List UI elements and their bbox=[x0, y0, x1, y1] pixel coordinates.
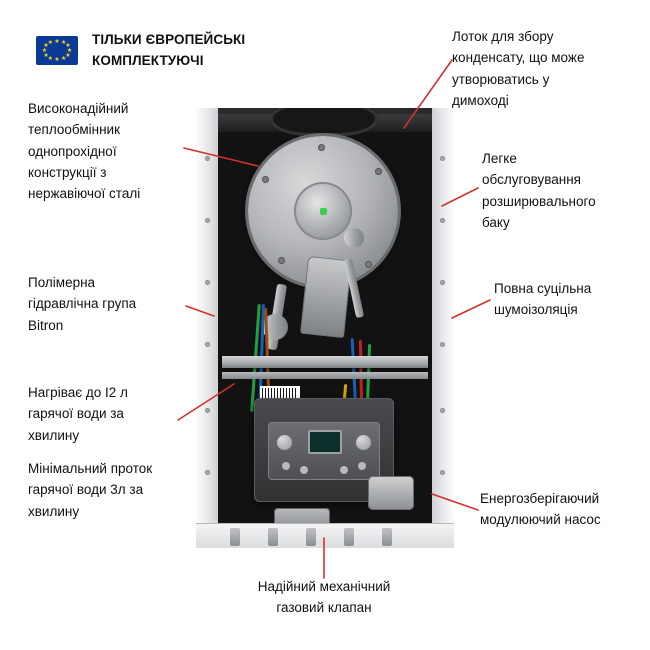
pipe-connector bbox=[306, 528, 316, 546]
modulating-pump-part bbox=[368, 476, 414, 510]
boiler-illustration bbox=[196, 108, 454, 548]
control-knob bbox=[276, 434, 293, 451]
leader-sound-insulation bbox=[452, 300, 490, 318]
panel-screw bbox=[440, 218, 445, 223]
flue-outlet bbox=[270, 108, 378, 136]
callout-hydraulic-group bbox=[28, 272, 193, 336]
callout-line: Високонадійний bbox=[28, 101, 129, 116]
eu-components-badge bbox=[36, 30, 245, 72]
callout-line: модулюючий насос bbox=[480, 512, 601, 528]
callout-line: хвилину bbox=[28, 503, 80, 519]
eu-badge-line-2: КОМПЛЕКТУЮЧІ bbox=[92, 52, 204, 68]
boiler-interior bbox=[218, 108, 432, 548]
control-button bbox=[300, 466, 308, 474]
callout-line: Bitron bbox=[28, 317, 64, 333]
callout-line: нержавіючої сталі bbox=[28, 186, 141, 202]
callout-line: шумоізоляція bbox=[494, 302, 578, 318]
panel-screw bbox=[440, 342, 445, 347]
display-screen bbox=[308, 430, 342, 454]
control-button bbox=[282, 462, 290, 470]
callout-line: Нагріває до I2 л bbox=[28, 385, 128, 400]
callout-modulating-pump bbox=[480, 488, 650, 531]
panel-screw bbox=[440, 280, 445, 285]
panel-screw bbox=[205, 342, 210, 347]
control-knob bbox=[355, 434, 372, 451]
callout-line: хвилину bbox=[28, 427, 80, 443]
callout-line: Надійний механічний bbox=[257, 579, 391, 594]
callout-line: утворюватись у bbox=[452, 71, 550, 87]
panel-screw bbox=[205, 218, 210, 223]
callout-condensate-tray bbox=[452, 26, 642, 111]
panel-screw bbox=[205, 408, 210, 413]
callout-line: гарячої води 3л за bbox=[28, 482, 144, 498]
callout-line: конденсату, що може bbox=[452, 50, 585, 66]
pipe-connector bbox=[230, 528, 240, 546]
callout-line: Повна суцільна bbox=[494, 281, 592, 296]
callout-line: Легке bbox=[482, 151, 517, 166]
burner-outlet-duct bbox=[300, 256, 352, 338]
panel-screw bbox=[440, 470, 445, 475]
panel-screw bbox=[440, 408, 445, 413]
fan-hub bbox=[294, 182, 352, 240]
callout-line: димоході bbox=[452, 92, 509, 108]
control-panel-face bbox=[268, 422, 380, 480]
callout-expansion-vessel bbox=[482, 148, 642, 233]
callout-sound-insulation bbox=[494, 278, 644, 321]
callout-line: Полімерна bbox=[28, 275, 96, 290]
bottom-connection-panel bbox=[196, 523, 454, 548]
control-button bbox=[340, 466, 348, 474]
callout-gas-valve bbox=[184, 576, 464, 619]
callout-line: гідравлічна група bbox=[28, 296, 137, 312]
panel-screw bbox=[205, 156, 210, 161]
callout-line: обслуговування bbox=[482, 172, 581, 188]
pipe-connector bbox=[344, 528, 354, 546]
panel-screw bbox=[205, 280, 210, 285]
callout-heat-exchanger bbox=[28, 98, 188, 205]
callout-line: Енергозберігаючий bbox=[480, 491, 600, 506]
callout-line: розширювального bbox=[482, 193, 596, 209]
callout-line: Мінімальний проток bbox=[28, 461, 153, 476]
callout-minimum-flow bbox=[28, 458, 208, 522]
eu-badge-line-1: ТІЛЬКИ ЄВРОПЕЙСЬКІ bbox=[92, 32, 246, 47]
callout-line: конструкції з bbox=[28, 164, 107, 180]
mounting-shelf-lower bbox=[222, 372, 428, 379]
callout-line: теплообмінник bbox=[28, 122, 120, 138]
callout-line: Лоток для збору bbox=[452, 29, 554, 44]
control-button bbox=[358, 462, 366, 470]
pipe-elbow bbox=[344, 228, 364, 248]
casing-right-panel bbox=[432, 108, 454, 548]
pipe-connector bbox=[268, 528, 278, 546]
callout-line: гарячої води за bbox=[28, 406, 124, 422]
mounting-shelf bbox=[222, 356, 428, 368]
callout-hot-water-output bbox=[28, 382, 193, 446]
callout-line: газовий клапан bbox=[276, 600, 372, 616]
callout-line: однопрохідної bbox=[28, 143, 117, 159]
eu-components-label bbox=[92, 30, 245, 72]
status-led bbox=[320, 208, 327, 215]
panel-screw bbox=[440, 156, 445, 161]
callout-line: баку bbox=[482, 214, 510, 230]
eu-flag-icon: ★ ★ ★ ★ ★ ★ ★ ★ ★ ★ ★ ★ bbox=[36, 36, 78, 65]
pipe-connector bbox=[382, 528, 392, 546]
